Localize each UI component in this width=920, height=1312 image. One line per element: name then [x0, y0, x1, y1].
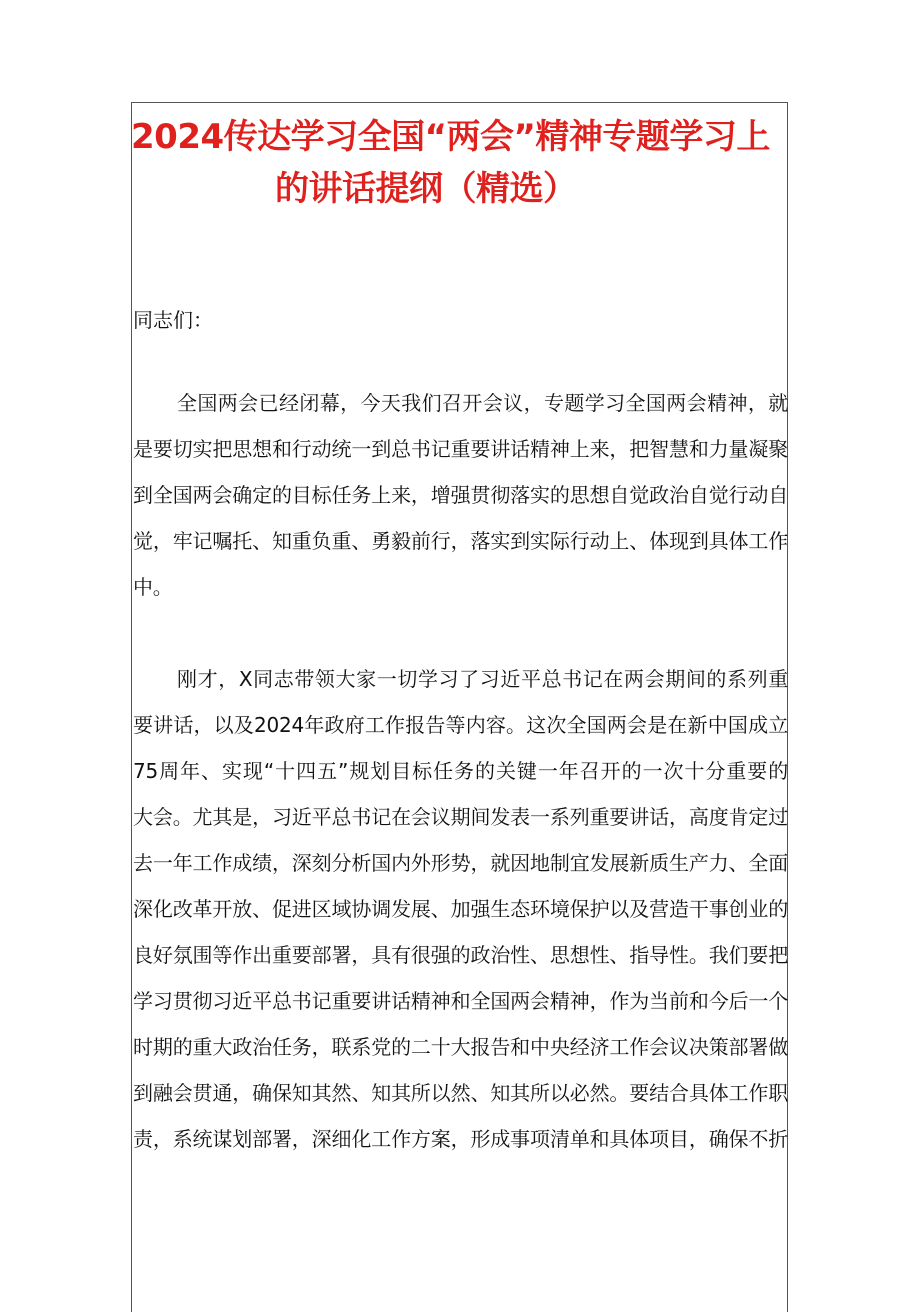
- document-title: [131, 111, 791, 215]
- paragraph-line: 深化改革开放、促进区域协调发展、加强生态环境保护以及营造干事创业的: [133, 897, 788, 921]
- paragraph-line: 要讲话，以及2024年政府工作报告等内容。这次全国两会是在新中国成立: [133, 713, 788, 737]
- paragraph-1: [133, 380, 788, 610]
- paragraph-line: 时期的重大政治任务，联系党的二十大报告和中央经济工作会议决策部署做: [133, 1035, 788, 1059]
- paragraph-2: [133, 656, 788, 1162]
- title-line-2: 的讲话提纲（精选）: [275, 169, 577, 209]
- paragraph-line: 刚才，X同志带领大家一切学习了习近平总书记在两会期间的系列重: [177, 667, 788, 691]
- paragraph-line: 良好氛围等作出重要部署，具有很强的政治性、思想性、指导性。我们要把: [133, 943, 788, 967]
- paragraph-line: 到融会贯通，确保知其然、知其所以然、知其所以必然。要结合具体工作职: [133, 1081, 788, 1105]
- paragraph-line: 75周年、实现“十四五”规划目标任务的关键一年召开的一次十分重要的: [133, 759, 788, 783]
- greeting: 同志们：: [133, 308, 213, 332]
- paragraph-line: 责，系统谋划部署，深细化工作方案，形成事项清单和具体项目，确保不折: [133, 1127, 788, 1151]
- paragraph-line: 是要切实把思想和行动统一到总书记重要讲话精神上来，把智慧和力量凝聚: [133, 437, 788, 461]
- paragraph-line: 学习贯彻习近平总书记重要讲话精神和全国两会精神，作为当前和今后一个: [133, 989, 788, 1013]
- paragraph-line: 中。: [133, 575, 173, 599]
- paragraph-line: 觉，牢记嘱托、知重负重、勇毅前行，落实到实际行动上、体现到具体工作: [133, 529, 788, 553]
- title-line-1: 2024传达学习全国“两会”精神专题学习上: [131, 117, 770, 157]
- paragraph-line: 到全国两会确定的目标任务上来，增强贯彻落实的思想自觉政治自觉行动自: [133, 483, 788, 507]
- paragraph-line: 去一年工作成绩，深刻分析国内外形势，就因地制宜发展新质生产力、全面: [133, 851, 788, 875]
- paragraph-line: 全国两会已经闭幕，今天我们召开会议，专题学习全国两会精神，就: [177, 391, 788, 415]
- paragraph-line: 大会。尤其是，习近平总书记在会议期间发表一系列重要讲话，高度肯定过: [133, 805, 788, 829]
